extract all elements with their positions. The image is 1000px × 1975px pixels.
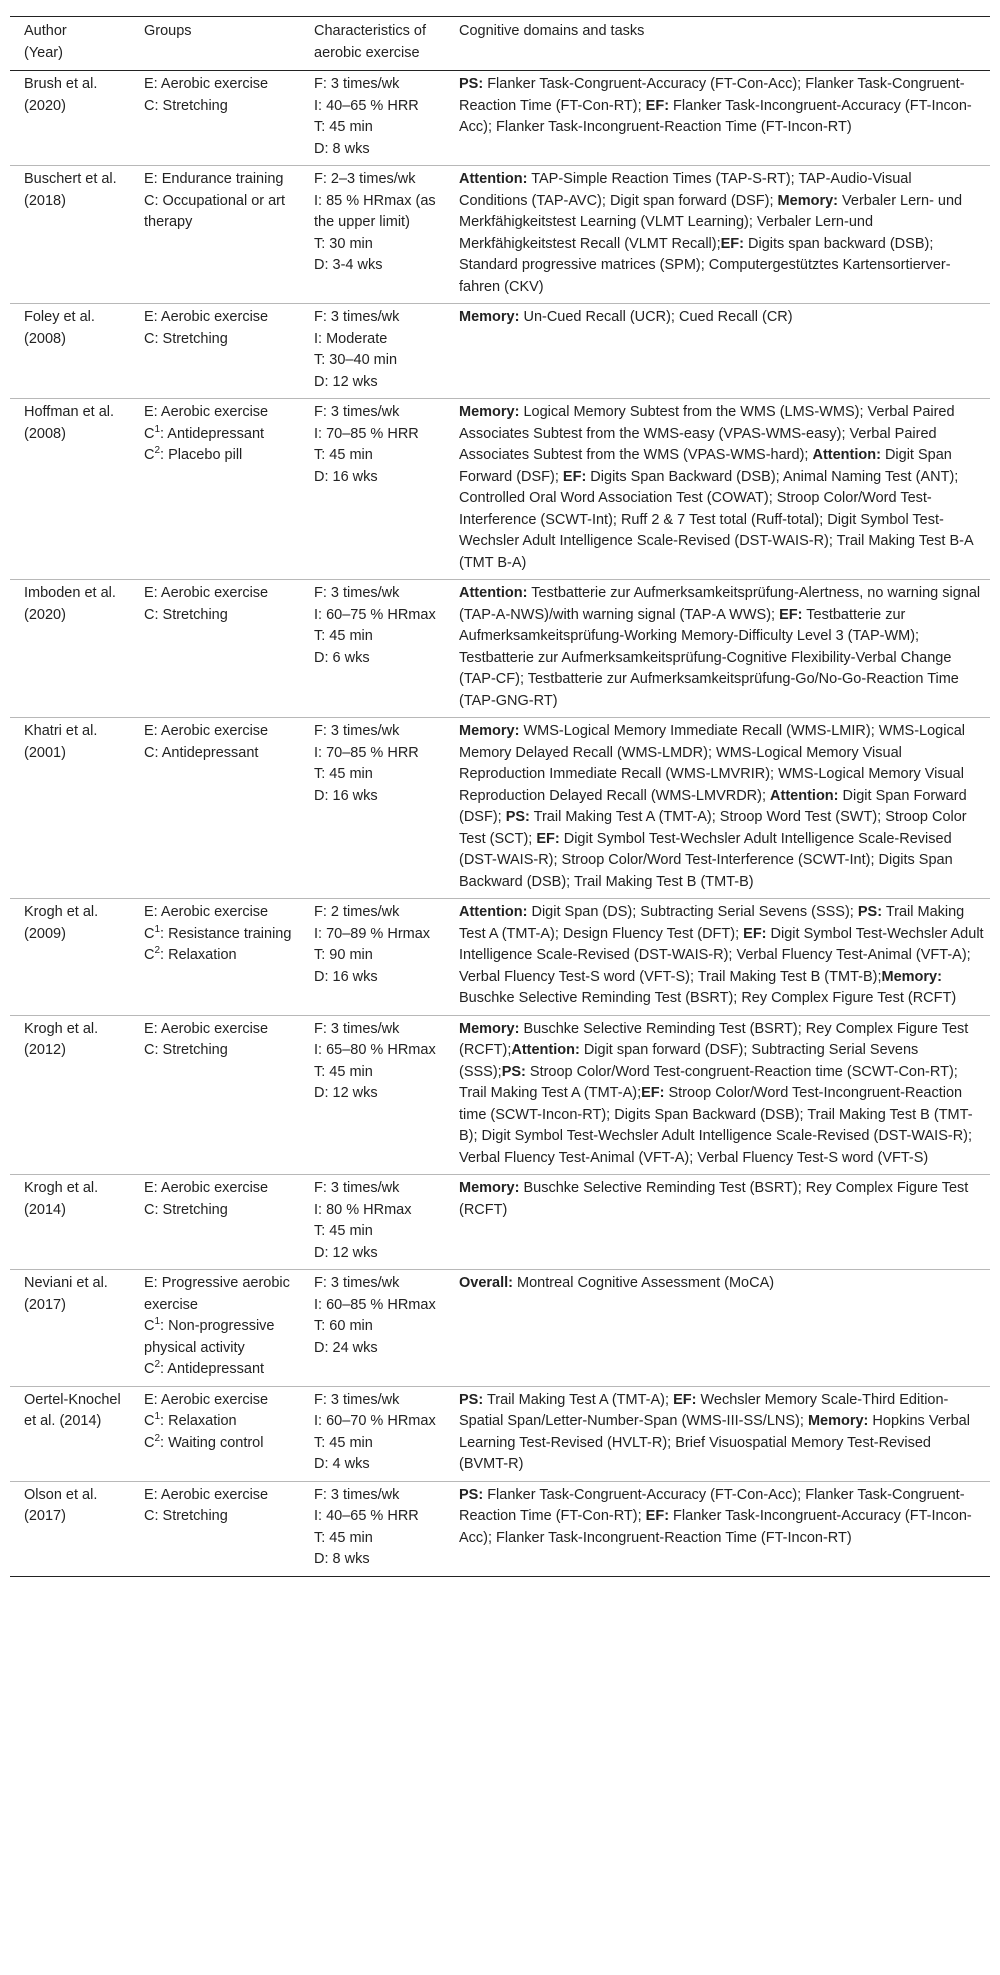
- table-row: [10, 399, 990, 580]
- group-prefix: C: [144, 1318, 155, 1334]
- author-cell: Imboden et al. (2020): [10, 580, 130, 718]
- group-prefix: C: [144, 925, 155, 942]
- group-superscript: 1: [154, 423, 161, 435]
- table-row: [10, 718, 990, 899]
- characteristic-item: F: 3 times/wk: [314, 585, 400, 601]
- domain-label: EF:: [743, 925, 767, 942]
- characteristic-item: I: 60–85 % HRmax: [314, 1296, 436, 1313]
- group-entry: [144, 1390, 294, 1412]
- domain-label: Attention:: [459, 904, 528, 920]
- characteristics-cell: [300, 580, 445, 718]
- group-entry: [144, 191, 294, 234]
- cognitive-domains-cell: [445, 580, 990, 718]
- domain-label: Attention:: [459, 585, 528, 601]
- group-entry: [144, 169, 294, 191]
- table-row: [10, 166, 990, 304]
- characteristic-item: I: 60–75 % HRmax: [314, 606, 436, 623]
- group-text: C: Stretching: [144, 1508, 228, 1524]
- characteristic-item: I: 40–65 % HRR: [314, 1508, 419, 1524]
- domain-tasks: Digits Span Backward (DSB); Animal Naming Test (ANT); Controlled Oral Word Association Test (COWAT); Stroop Color/Word Test-Interference (SCWT-Int); Ruff 2 & 7 Test total (Ruff-total); Digit Symbol Test-Wechsler Adult Intelligence Scale-Revised (DST-WAIS-R); Trail Making Test B-A (TMT B-A): [459, 468, 973, 571]
- cognitive-domains-cell: [445, 1270, 990, 1387]
- characteristics-cell: [300, 1386, 445, 1481]
- domain-label: Overall:: [459, 1275, 513, 1291]
- characteristic-item: F: 3 times/wk: [314, 404, 400, 420]
- characteristic-item: D: 8 wks: [314, 140, 370, 157]
- domain-tasks: Flanker Task-Congruent-Accuracy (FT-Con-Acc); Flanker Task-Congruent-Reaction Time (FT-Con-RT);: [459, 76, 965, 114]
- groups-cell: [130, 718, 300, 899]
- group-text: : Relaxation: [160, 947, 237, 963]
- domain-label: EF:: [645, 1508, 670, 1524]
- cognitive-domains-cell: [445, 399, 990, 580]
- groups-cell: [130, 304, 300, 399]
- characteristic-item: D: 4 wks: [314, 1456, 370, 1472]
- groups-cell: [130, 1270, 300, 1387]
- domain-label: Memory:: [459, 309, 520, 325]
- group-superscript: 2: [154, 445, 161, 457]
- characteristic-item: I: 70–89 % Hrmax: [314, 925, 431, 942]
- studies-table: [10, 16, 990, 1577]
- table-row: [10, 304, 990, 399]
- domain-tasks: Digits span backward (DSB); Standard progressive matrices (SPM); Computergestütztes Kartensortierver-fahren (CKV): [459, 235, 951, 295]
- characteristic-item: I: 85 % HRmax (as the upper limit): [314, 192, 436, 230]
- cognitive-domains-cell: [445, 899, 990, 1016]
- group-text: C: Stretching: [144, 606, 228, 623]
- group-text: E: Endurance training: [144, 171, 284, 187]
- author-cell: Krogh et al. (2012): [10, 1015, 130, 1175]
- group-entry: [144, 1485, 294, 1507]
- domain-tasks: Testbatterie zur Aufmerksamkeitsprüfung-Alertness, no warning signal (TAP-A-NWS)/with warning signal (TAP-A WWS);: [459, 585, 981, 623]
- characteristic-item: T: 45 min: [314, 1063, 373, 1080]
- group-entry: [144, 1178, 294, 1200]
- group-prefix: C: [144, 1413, 155, 1429]
- table-row: [10, 899, 990, 1016]
- characteristic-item: D: 24 wks: [314, 1339, 378, 1356]
- characteristic-item: F: 3 times/wk: [314, 1020, 400, 1037]
- domain-label: EF:: [536, 830, 560, 847]
- group-entry: [144, 721, 294, 743]
- group-text: E: Aerobic exercise: [144, 585, 269, 601]
- group-text: E: Aerobic exercise: [144, 404, 269, 420]
- group-entry: [144, 902, 294, 924]
- characteristics-cell: [300, 71, 445, 166]
- characteristics-cell: [300, 1175, 445, 1270]
- group-entry: [144, 307, 294, 329]
- group-entry: [144, 74, 294, 96]
- domain-label: EF:: [641, 1085, 665, 1101]
- domain-label: Memory:: [881, 968, 942, 985]
- characteristic-item: F: 3 times/wk: [314, 1391, 400, 1408]
- characteristic-item: D: 8 wks: [314, 1551, 370, 1567]
- group-entry: [144, 1506, 294, 1528]
- group-entry: [144, 1019, 294, 1041]
- group-entry: [144, 329, 294, 351]
- domain-tasks: Hopkins Verbal Learning Test-Revised (HVLT-R); Brief Visuospatial Memory Test-Revised (BVMT-R): [459, 1413, 970, 1472]
- domain-label: PS:: [505, 809, 530, 825]
- domain-tasks: Digit Span Forward (DSF);: [459, 447, 952, 485]
- domain-tasks: Trail Making Test A (TMT-A);: [483, 1391, 674, 1408]
- group-text: E: Aerobic exercise: [144, 723, 269, 739]
- groups-cell: [130, 580, 300, 718]
- group-entry: [144, 424, 294, 446]
- group-text: E: Aerobic exercise: [144, 76, 269, 92]
- characteristic-item: D: 16 wks: [314, 968, 378, 985]
- groups-cell: [130, 1386, 300, 1481]
- domain-tasks: Digit Symbol Test-Wechsler Adult Intelligence Scale-Revised (DST-WAIS-R); Stroop Color/Word Test-Interference (SCWT-Int); Digits Span Backward (DSB); Trail Making Test B (TMT-B): [459, 830, 953, 890]
- characteristic-item: I: 70–85 % HRR: [314, 425, 419, 442]
- table-row: [10, 580, 990, 718]
- group-text: E: Aerobic exercise: [144, 1486, 269, 1503]
- characteristic-item: T: 60 min: [314, 1318, 373, 1334]
- group-superscript: 2: [154, 1432, 161, 1444]
- domain-label: PS:: [857, 904, 883, 920]
- domain-tasks: Digit Span Forward (DSF);: [459, 787, 967, 825]
- domain-label: Memory:: [459, 404, 520, 420]
- group-text: E: Aerobic exercise: [144, 1020, 269, 1037]
- characteristic-item: D: 16 wks: [314, 787, 378, 804]
- group-text: : Antidepressant: [160, 425, 265, 442]
- characteristic-item: I: Moderate: [314, 330, 388, 347]
- cognitive-domains-cell: [445, 1481, 990, 1576]
- characteristic-item: F: 3 times/wk: [314, 1180, 400, 1196]
- domain-tasks: Buschke Selective Reminding Test (BSRT); Rey Complex Figure Test (RCFT): [459, 990, 957, 1006]
- groups-cell: [130, 1175, 300, 1270]
- group-text: E: Progressive aerobic exercise: [144, 1275, 290, 1313]
- characteristic-item: F: 3 times/wk: [314, 1486, 400, 1503]
- domain-label: Memory:: [459, 1020, 520, 1037]
- group-text: : Resistance training: [160, 925, 292, 942]
- domain-tasks: Digit Span (DS); Subtracting Serial Sevens (SSS);: [527, 904, 858, 920]
- domain-tasks: Stroop Color/Word Test-congruent-Reaction time (SCWT-Con-RT); Trail Making Test A (TMT-A);: [459, 1063, 958, 1101]
- table-row: [10, 1386, 990, 1481]
- domain-tasks: Logical Memory Subtest from the WMS (LMS-WMS); Verbal Paired Associates Subtest from the WMS-easy (VPAS-WMS-easy); Verbal Paired Associates Subtest from the WMS (VPAS-WMS-hard);: [459, 404, 955, 463]
- characteristics-cell: [300, 718, 445, 899]
- cognitive-domains-cell: [445, 166, 990, 304]
- cognitive-domains-cell: [445, 718, 990, 899]
- domain-label: PS:: [501, 1063, 526, 1080]
- cognitive-domains-cell: [445, 304, 990, 399]
- domain-tasks: Digit Symbol Test-Wechsler Adult Intelligence Scale-Revised (DST-WAIS-R); Verbal Fluency Test-Animal (VFT-A); Verbal Fluency Test-S word (VFT-S); Trail Making Test B (TMT-B);: [459, 925, 984, 985]
- characteristic-item: F: 3 times/wk: [314, 723, 400, 739]
- group-superscript: 2: [154, 1359, 161, 1371]
- characteristic-item: I: 80 % HRmax: [314, 1201, 412, 1218]
- domain-label: Attention:: [812, 447, 881, 463]
- group-prefix: C: [144, 425, 155, 442]
- characteristics-cell: [300, 166, 445, 304]
- domain-tasks: Flanker Task-Incongruent-Accuracy (FT-Incon-Acc); Flanker Task-Incongruent-Reaction Time (FT-Incon-RT): [459, 97, 972, 135]
- author-cell: Hoffman et al. (2008): [10, 399, 130, 580]
- characteristics-cell: [300, 1270, 445, 1387]
- group-entry: [144, 1273, 294, 1316]
- characteristic-item: I: 65–80 % HRmax: [314, 1042, 436, 1058]
- domain-label: PS:: [459, 76, 484, 92]
- author-cell: Buschert et al. (2018): [10, 166, 130, 304]
- domain-label: EF:: [779, 606, 803, 623]
- group-superscript: 2: [154, 945, 161, 957]
- domain-tasks: Un-Cued Recall (UCR); Cued Recall (CR): [519, 309, 793, 325]
- header-row: [10, 17, 990, 71]
- cognitive-domains-cell: [445, 1386, 990, 1481]
- group-entry: [144, 1411, 294, 1433]
- table-row: [10, 1015, 990, 1175]
- domain-tasks: Buschke Selective Reminding Test (BSRT); Rey Complex Figure Test (RCFT): [459, 1180, 969, 1218]
- characteristics-cell: [300, 304, 445, 399]
- group-text: E: Aerobic exercise: [144, 1180, 269, 1196]
- characteristic-item: D: 12 wks: [314, 1085, 378, 1101]
- group-superscript: 1: [154, 1411, 161, 1423]
- characteristics-cell: [300, 1015, 445, 1175]
- domain-tasks: WMS-Logical Memory Immediate Recall (WMS-LMIR); WMS-Logical Memory Delayed Recall (WMS-LMDR); WMS-Logical Memory Visual Reproduction Immediate Recall (WMS-LMVRIR); WMS-Logical Memory Visual Reproduction Delayed Recall (WMS-LMVRDR);: [459, 723, 965, 804]
- group-text: : Relaxation: [160, 1413, 237, 1429]
- group-text: C: Antidepressant: [144, 744, 259, 761]
- author-cell: Krogh et al. (2009): [10, 899, 130, 1016]
- cognitive-domains-cell: [445, 1175, 990, 1270]
- group-text: : Non-progressive physical activity: [144, 1318, 275, 1356]
- group-entry: [144, 1433, 294, 1455]
- group-text: C: Stretching: [144, 97, 228, 114]
- domain-label: Attention:: [459, 171, 528, 187]
- domain-tasks: Montreal Cognitive Assessment (MoCA): [513, 1275, 775, 1291]
- groups-cell: [130, 166, 300, 304]
- group-superscript: 1: [154, 923, 161, 935]
- group-prefix: C: [144, 1434, 155, 1451]
- group-text: C: Stretching: [144, 330, 228, 347]
- table-body: [10, 71, 990, 1577]
- author-cell: Oertel-Knochel et al. (2014): [10, 1386, 130, 1481]
- group-entry: [144, 945, 294, 967]
- group-text: E: Aerobic exercise: [144, 1391, 269, 1408]
- domain-label: Memory:: [777, 192, 838, 209]
- characteristics-cell: [300, 899, 445, 1016]
- domain-label: Attention:: [770, 787, 839, 804]
- characteristic-item: D: 16 wks: [314, 468, 378, 485]
- author-cell: Khatri et al. (2001): [10, 718, 130, 899]
- characteristic-item: F: 2–3 times/wk: [314, 171, 416, 187]
- characteristics-cell: [300, 1481, 445, 1576]
- table-row: [10, 1270, 990, 1387]
- group-text: E: Aerobic exercise: [144, 904, 269, 920]
- characteristic-item: T: 45 min: [314, 119, 373, 135]
- author-cell: Brush et al. (2020): [24, 76, 98, 114]
- table-row: [10, 1481, 990, 1576]
- domain-tasks: Verbaler Lern- und Merkfähigkeitstest Learning (VLMT Learning); Verbaler Lern-und Merkfähigkeitstest Recall (VLMT Recall);: [459, 192, 963, 252]
- characteristics-cell: [300, 399, 445, 580]
- domain-label: EF:: [673, 1391, 697, 1408]
- group-entry: [144, 96, 294, 118]
- domain-label: Memory:: [807, 1413, 869, 1429]
- characteristic-item: D: 12 wks: [314, 373, 378, 390]
- groups-cell: [130, 399, 300, 580]
- characteristic-item: T: 45 min: [314, 1223, 373, 1239]
- domain-tasks: Buschke Selective Reminding Test (BSRT); Rey Complex Figure Test (RCFT);: [459, 1020, 969, 1058]
- characteristic-item: F: 3 times/wk: [314, 1275, 400, 1291]
- characteristic-item: D: 6 wks: [314, 649, 370, 666]
- author-cell: Neviani et al. (2017): [10, 1270, 130, 1387]
- domain-tasks: Testbatterie zur Aufmerksamkeitsprüfung-Working Memory-Difficulty Level 3 (TAP-WM); Testbatterie zur Aufmerksamkeitsprüfung-Cognitive Flexibility-Verbal Change (TAP-CF); Testbatterie zur Aufmerksamkeitsprüfung-Go/No-Go-Reaction Time (TAP-GNG-RT): [459, 606, 959, 709]
- characteristic-item: T: 45 min: [314, 1529, 373, 1546]
- group-text: C: Occupational or art therapy: [144, 192, 286, 230]
- group-entry: [144, 605, 294, 627]
- characteristic-item: I: 40–65 % HRR: [314, 97, 419, 114]
- table-row: [10, 1175, 990, 1270]
- domain-label: PS:: [459, 1486, 484, 1503]
- groups-cell: [130, 71, 300, 166]
- author-cell: Olson et al. (2017): [10, 1481, 130, 1576]
- group-text: : Placebo pill: [160, 447, 243, 463]
- domain-tasks: Flanker Task-Congruent-Accuracy (FT-Con-Acc); Flanker Task-Congruent-Reaction Time (FT-Con-RT);: [459, 1486, 965, 1524]
- header-characteristics: Characteristics of aerobic exercise: [300, 17, 445, 71]
- groups-cell: [130, 1015, 300, 1175]
- group-prefix: C: [144, 1361, 155, 1377]
- group-entry: [144, 402, 294, 424]
- group-entry: [144, 445, 294, 467]
- characteristic-item: D: 3-4 wks: [314, 257, 383, 273]
- characteristic-item: T: 30–40 min: [314, 352, 398, 368]
- domain-label: Attention:: [511, 1042, 580, 1058]
- group-text: C: Stretching: [144, 1042, 228, 1058]
- group-prefix: C: [144, 947, 155, 963]
- group-entry: [144, 743, 294, 765]
- groups-cell: [130, 1481, 300, 1576]
- domain-label: EF:: [720, 235, 744, 252]
- group-superscript: 1: [154, 1316, 161, 1328]
- characteristic-item: F: 2 times/wk: [314, 904, 400, 920]
- characteristic-item: T: 30 min: [314, 235, 373, 252]
- characteristic-item: D: 12 wks: [314, 1244, 378, 1261]
- domain-tasks: Trail Making Test A (TMT-A); Stroop Word Test (SWT); Stroop Color Test (SCT);: [459, 809, 967, 847]
- characteristic-item: T: 90 min: [314, 947, 373, 963]
- cognitive-domains-cell: [445, 71, 990, 166]
- group-entry: [144, 1040, 294, 1062]
- characteristic-item: F: 3 times/wk: [314, 309, 400, 325]
- header-groups: Groups: [130, 17, 300, 71]
- group-text: E: Aerobic exercise: [144, 309, 269, 325]
- groups-cell: [130, 899, 300, 1016]
- group-entry: [144, 583, 294, 605]
- domain-tasks: Flanker Task-Incongruent-Accuracy (FT-Incon-Acc); Flanker Task-Incongruent-Reaction Time (FT-Incon-RT): [459, 1508, 972, 1546]
- domain-tasks: TAP-Simple Reaction Times (TAP-S-RT); TAP-Audio-Visual Conditions (TAP-AVC); Digit span forward (DSF);: [459, 171, 912, 209]
- domain-label: Memory:: [459, 1180, 520, 1196]
- author-cell: Foley et al. (2008): [10, 304, 130, 399]
- characteristic-item: I: 70–85 % HRR: [314, 744, 419, 761]
- group-entry: [144, 1359, 294, 1381]
- characteristic-item: T: 45 min: [314, 1434, 373, 1451]
- header-author: Author (Year): [10, 17, 130, 71]
- domain-tasks: Trail Making Test A (TMT-A); Design Fluency Test (DFT);: [459, 904, 965, 942]
- domain-label: Memory:: [459, 723, 520, 739]
- group-text: C: Stretching: [144, 1201, 228, 1218]
- domain-label: PS:: [459, 1391, 484, 1408]
- characteristic-item: T: 45 min: [314, 766, 373, 782]
- group-text: : Waiting control: [160, 1434, 264, 1451]
- domain-tasks: Stroop Color/Word Test-Incongruent-Reaction time (SCWT-Incon-RT); Digits Span Backward (DSB); Trail Making Test B (TMT-B); Digit Symbol Test-Wechsler Adult Intelligence Scale-Revised (DST-WAIS-R); Verbal Fluency Test-Animal (VFT-A); Verbal Fluency Test-S word (VFT-S): [459, 1085, 973, 1166]
- table-row: [10, 71, 990, 166]
- domain-tasks: Digit span forward (DSF); Subtracting Serial Sevens (SSS);: [459, 1042, 919, 1080]
- characteristic-item: I: 60–70 % HRmax: [314, 1413, 436, 1429]
- domain-label: EF:: [645, 97, 670, 114]
- group-entry: [144, 1200, 294, 1222]
- characteristic-item: T: 45 min: [314, 447, 373, 463]
- characteristic-item: F: 3 times/wk: [314, 76, 400, 92]
- group-entry: [144, 1316, 294, 1359]
- domain-label: EF:: [562, 468, 587, 485]
- characteristic-item: T: 45 min: [314, 628, 373, 644]
- group-prefix: C: [144, 447, 155, 463]
- group-entry: [144, 924, 294, 946]
- author-cell: Krogh et al. (2014): [10, 1175, 130, 1270]
- group-text: : Antidepressant: [160, 1361, 265, 1377]
- domain-tasks: Wechsler Memory Scale-Third Edition-Spatial Span/Letter-Number-Span (WMS-III-SS/LNS);: [459, 1391, 949, 1429]
- cognitive-domains-cell: [445, 1015, 990, 1175]
- header-cognitive-domains: Cognitive domains and tasks: [445, 17, 990, 71]
